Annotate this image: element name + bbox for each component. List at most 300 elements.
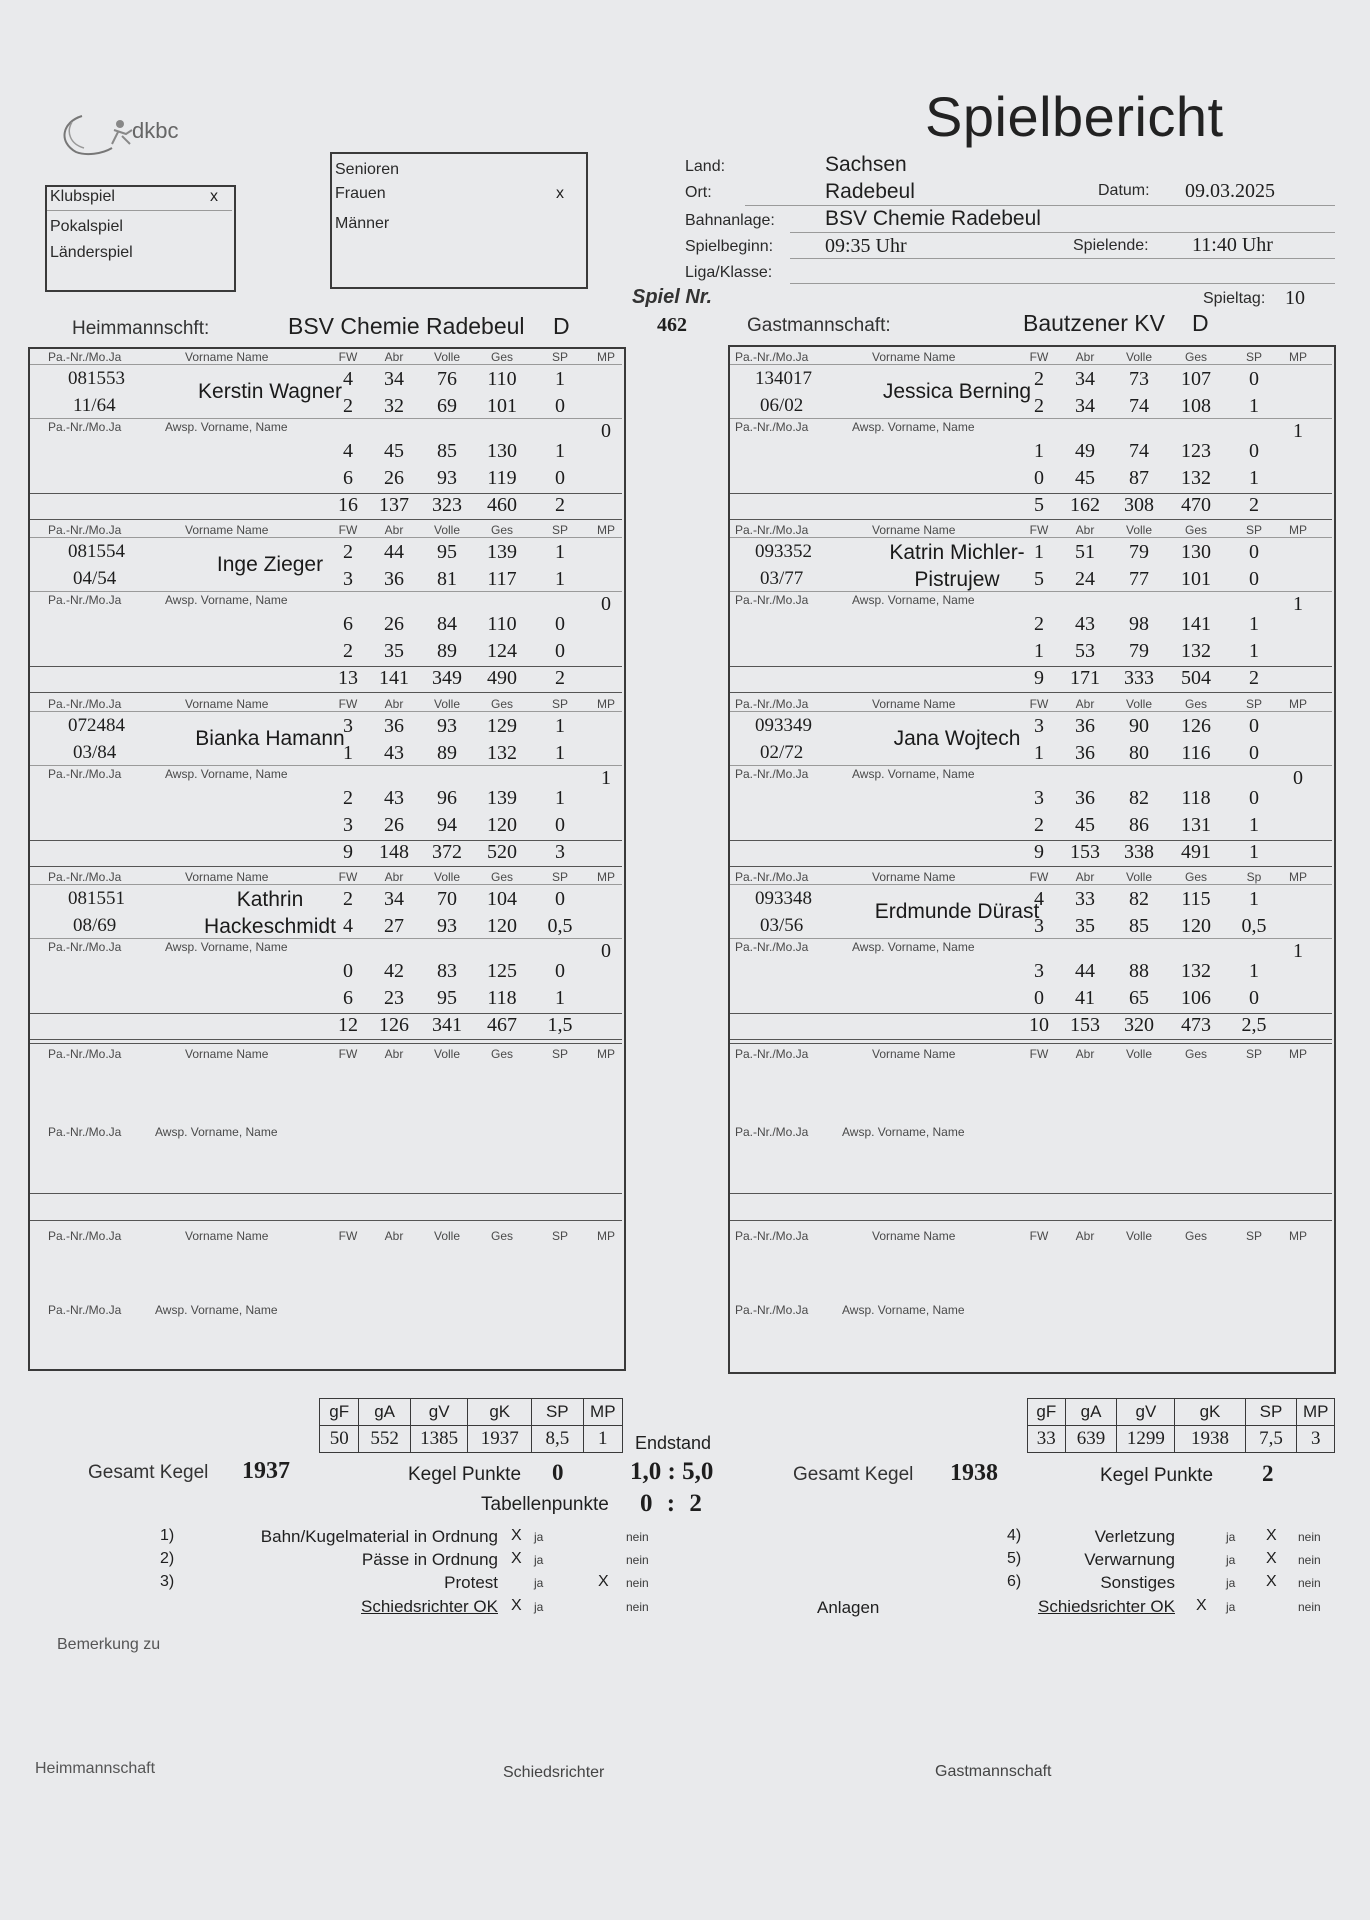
score-cell: 139	[487, 787, 517, 809]
awsp-pa-label: Pa.-Nr./Mo.Ja	[48, 1303, 122, 1317]
score-cell: 83	[437, 960, 457, 982]
total-cell: 126	[379, 1014, 409, 1036]
check-label: Verletzung	[1094, 1527, 1175, 1546]
player-mp: 1	[601, 767, 611, 789]
pa-nr-label: Pa.-Nr./Mo.Ja	[735, 1047, 809, 1061]
score-cell: 93	[437, 467, 457, 489]
score-cell: 126	[1181, 715, 1211, 737]
pa-nr-label: Pa.-Nr./Mo.Ja	[48, 1229, 122, 1243]
score-cell: 49	[1075, 440, 1095, 462]
awsp-pa-label: Pa.-Nr./Mo.Ja	[48, 940, 122, 954]
game-type-klubspiel-mark: x	[210, 188, 218, 205]
dkbc-logo	[52, 108, 202, 158]
col-header: Volle	[433, 523, 461, 537]
score-cell: 120	[487, 915, 517, 937]
score-cell: 1	[555, 568, 565, 590]
score-cell: 42	[384, 960, 404, 982]
total-cell: 490	[487, 667, 517, 689]
player-name: Jessica Berning	[882, 380, 1032, 403]
datum-label: Datum:	[1098, 182, 1150, 199]
col-header: Volle	[1125, 870, 1153, 884]
total-cell: 520	[487, 841, 517, 863]
spieltag-value: 10	[1285, 287, 1305, 309]
score-cell: 1	[1249, 613, 1259, 635]
awsp-pa-label: Pa.-Nr./Mo.Ja	[48, 420, 122, 434]
awsp-name-label: Awsp. Vorname, Name	[165, 420, 288, 434]
score-cell: 94	[437, 814, 457, 836]
total-cell: 473	[1181, 1014, 1211, 1036]
col-header: SP	[1245, 523, 1262, 537]
score-cell: 6	[343, 467, 353, 489]
score-cell: 79	[1129, 640, 1149, 662]
col-header: Abr	[1075, 350, 1095, 364]
col-header: MP	[1289, 350, 1307, 364]
col-header: FW	[338, 350, 358, 364]
awsp-name-label: Awsp. Vorname, Name	[852, 593, 975, 607]
col-header: Volle	[433, 870, 461, 884]
land-label: Land:	[685, 158, 726, 175]
score-cell: 53	[1075, 640, 1095, 662]
score-cell: 79	[1129, 541, 1149, 563]
total-cell: 153	[1070, 841, 1100, 863]
score-cell: 120	[1181, 915, 1211, 937]
liga-label: Liga/Klasse:	[685, 264, 773, 281]
total-cell: 372	[432, 841, 462, 863]
score-cell: 110	[487, 368, 517, 390]
datum-value: 09.03.2025	[1185, 180, 1275, 202]
signature-referee: Schiedsrichter	[503, 1764, 605, 1781]
score-cell: 41	[1075, 987, 1095, 1009]
score-cell: 45	[1075, 467, 1095, 489]
player-mp: 0	[1293, 767, 1303, 789]
col-header: Volle	[1125, 523, 1153, 537]
awsp-name-label: Awsp. Vorname, Name	[842, 1303, 965, 1317]
score-cell: 106	[1181, 987, 1211, 1009]
total-cell: 9	[1034, 667, 1044, 689]
score-cell: 5	[1034, 568, 1044, 590]
total-cell: 10	[1029, 1014, 1049, 1036]
awsp-name-label: Awsp. Vorname, Name	[155, 1125, 278, 1139]
check-label: Protest	[444, 1573, 498, 1592]
player-name: Kathrin	[236, 888, 304, 911]
col-header: FW	[338, 697, 358, 711]
check-label: Bahn/Kugelmaterial in Ordnung	[260, 1527, 498, 1546]
col-header: Abr	[1075, 1229, 1095, 1243]
heim-value: BSV Chemie Radebeul	[288, 313, 525, 339]
score-cell: 90	[1129, 715, 1149, 737]
nein-label: nein	[626, 1600, 649, 1614]
col-header: MP	[597, 697, 615, 711]
score-cell: 0	[1249, 715, 1259, 737]
vorname-name-label: Vorname Name	[185, 697, 269, 711]
col-header: Ges	[1184, 1047, 1207, 1061]
score-cell: 1	[343, 742, 353, 764]
col-header: Volle	[433, 1047, 461, 1061]
score-cell: 132	[1181, 467, 1211, 489]
score-cell: 0,5	[1241, 915, 1267, 937]
score-cell: 131	[1181, 814, 1211, 836]
col-header: MP	[1289, 1229, 1307, 1243]
score-cell: 43	[1075, 613, 1095, 635]
score-cell: 45	[1075, 814, 1095, 836]
score-cell: 44	[1075, 960, 1095, 982]
total-cell: 153	[1070, 1014, 1100, 1036]
awsp-pa-label: Pa.-Nr./Mo.Ja	[735, 593, 809, 607]
ja-label: ja	[534, 1600, 544, 1614]
score-cell: 3	[1034, 960, 1044, 982]
check-nein-mark: X	[1266, 1527, 1277, 1544]
vorname-name-label: Vorname Name	[872, 350, 956, 364]
col-header: Abr	[1075, 870, 1095, 884]
nein-label: nein	[1298, 1530, 1321, 1544]
total-cell: 341	[432, 1014, 462, 1036]
vorname-name-label: Vorname Name	[872, 870, 956, 884]
player-name: Katrin Michler-	[889, 541, 1025, 564]
check-num: 5)	[1007, 1550, 1022, 1567]
score-cell: 1	[555, 440, 565, 462]
total-cell: 467	[487, 1014, 517, 1036]
game-type-laenderspiel: Länderspiel	[50, 244, 133, 261]
col-header: Volle	[433, 350, 461, 364]
ja-label: ja	[1226, 1576, 1236, 1590]
check-num: 2)	[160, 1550, 175, 1567]
score-cell: 125	[487, 960, 517, 982]
score-cell: 115	[1181, 888, 1211, 910]
col-header: Abr	[384, 697, 404, 711]
col-header: MP	[597, 350, 615, 364]
vorname-name-label: Vorname Name	[185, 350, 269, 364]
score-cell: 36	[1075, 715, 1095, 737]
total-cell: 349	[432, 667, 462, 689]
col-header: Volle	[1125, 1047, 1153, 1061]
nein-label: nein	[626, 1530, 649, 1544]
score-cell: 110	[487, 613, 517, 635]
total-cell: 320	[1124, 1014, 1154, 1036]
score-cell: 98	[1129, 613, 1149, 635]
col-header: MP	[597, 523, 615, 537]
home-gesamt-value: 1937	[242, 1458, 290, 1484]
vorname-name-label: Vorname Name	[185, 1229, 269, 1243]
home-sum-gk: 1937	[468, 1426, 532, 1453]
nein-label: nein	[1298, 1553, 1321, 1567]
score-cell: 1	[555, 742, 565, 764]
pa-nr-label: Pa.-Nr./Mo.Ja	[48, 870, 122, 884]
col-header: MP	[597, 870, 615, 884]
score-cell: 1	[1249, 960, 1259, 982]
player-mp: 1	[1293, 593, 1303, 615]
score-cell: 65	[1129, 987, 1149, 1009]
ort-label: Ort:	[685, 184, 712, 201]
score-cell: 118	[1181, 787, 1211, 809]
sum-col-gv: gV	[1117, 1399, 1175, 1426]
score-cell: 89	[437, 640, 457, 662]
score-cell: 2	[1034, 395, 1044, 417]
guest-sum-gv: 1299	[1117, 1426, 1175, 1453]
score-cell: 117	[487, 568, 517, 590]
bemerkung-label: Bemerkung zu	[57, 1636, 161, 1653]
score-cell: 1	[1249, 888, 1259, 910]
col-header: Abr	[384, 350, 404, 364]
total-cell: 9	[1034, 841, 1044, 863]
total-cell: 2	[1249, 494, 1259, 516]
score-cell: 74	[1129, 395, 1149, 417]
score-cell: 76	[437, 368, 457, 390]
col-header: FW	[1029, 523, 1049, 537]
score-cell: 139	[487, 541, 517, 563]
score-cell: 4	[1034, 888, 1044, 910]
player-name: Bianka Hamann	[195, 727, 345, 750]
guest-sum-sp: 7,5	[1245, 1426, 1297, 1453]
score-cell: 34	[1075, 395, 1095, 417]
pa-nr-label: Pa.-Nr./Mo.Ja	[735, 1229, 809, 1243]
check-nein-mark: X	[1266, 1550, 1277, 1567]
home-sum-gf: 50	[320, 1426, 359, 1453]
total-cell: 171	[1070, 667, 1100, 689]
category-maenner: Männer	[335, 215, 390, 232]
awsp-name-label: Awsp. Vorname, Name	[852, 420, 975, 434]
col-header: MP	[1289, 523, 1307, 537]
check-label: Verwarnung	[1084, 1550, 1175, 1569]
score-cell: 32	[384, 395, 404, 417]
score-cell: 88	[1129, 960, 1149, 982]
player-name: Erdmunde Dürast	[874, 900, 1040, 923]
game-type-klubspiel: Klubspiel	[50, 188, 115, 205]
total-cell: 9	[343, 841, 353, 863]
score-cell: 77	[1129, 568, 1149, 590]
score-cell: 87	[1129, 467, 1149, 489]
score-cell: 84	[437, 613, 457, 635]
home-kp-label: Kegel Punkte	[408, 1464, 522, 1485]
score-cell: 118	[487, 987, 517, 1009]
sum-col-gk: gK	[468, 1399, 532, 1426]
score-cell: 26	[384, 467, 404, 489]
score-cell: 24	[1075, 568, 1095, 590]
player-pass-nr: 081553	[68, 368, 125, 389]
score-cell: 6	[343, 613, 353, 635]
awsp-pa-label: Pa.-Nr./Mo.Ja	[735, 1125, 809, 1139]
score-cell: 1	[1249, 467, 1259, 489]
player-month-year: 04/54	[73, 568, 117, 589]
col-header: SP	[551, 1047, 568, 1061]
score-cell: 0	[1249, 368, 1259, 390]
total-cell: 12	[338, 1014, 358, 1036]
check-ja-mark: X	[511, 1550, 522, 1567]
home-summary-table	[319, 1398, 623, 1453]
vorname-name-label: Vorname Name	[872, 697, 956, 711]
total-cell: 460	[487, 494, 517, 516]
spiel-nr-value: 462	[657, 314, 687, 336]
score-cell: 0	[1249, 742, 1259, 764]
score-cell: 36	[384, 715, 404, 737]
col-header: FW	[338, 523, 358, 537]
pa-nr-label: Pa.-Nr./Mo.Ja	[735, 350, 809, 364]
col-header: SP	[551, 523, 568, 537]
endstand-label: Endstand	[635, 1433, 712, 1453]
vorname-name-label: Vorname Name	[872, 1229, 956, 1243]
sum-col-gf: gF	[320, 1399, 359, 1426]
awsp-pa-label: Pa.-Nr./Mo.Ja	[48, 1125, 122, 1139]
col-header: Abr	[384, 1047, 404, 1061]
home-kp-value: 0	[552, 1460, 564, 1485]
check-num: 6)	[1007, 1573, 1022, 1590]
logo-text: dkbc	[132, 118, 179, 143]
score-cell: 1	[555, 787, 565, 809]
bowler-icon	[52, 108, 202, 158]
score-cell: 0	[555, 640, 565, 662]
spiel-nr-label: Spiel Nr.	[632, 286, 713, 308]
col-header: MP	[597, 1047, 615, 1061]
sum-col-gf: gF	[1028, 1399, 1066, 1426]
score-cell: 36	[384, 568, 404, 590]
sum-col-ga: gA	[359, 1399, 411, 1426]
score-cell: 104	[487, 888, 517, 910]
player-mp: 0	[601, 593, 611, 615]
check-label: Schiedsrichter OK	[361, 1597, 498, 1616]
awsp-pa-label: Pa.-Nr./Mo.Ja	[735, 420, 809, 434]
score-cell: 4	[343, 368, 353, 390]
score-cell: 80	[1129, 742, 1149, 764]
score-cell: 0	[1249, 440, 1259, 462]
col-header: Sp	[1246, 870, 1262, 884]
total-cell: 1,5	[547, 1014, 573, 1036]
score-cell: 1	[555, 368, 565, 390]
pa-nr-label: Pa.-Nr./Mo.Ja	[48, 350, 122, 364]
pa-nr-label: Pa.-Nr./Mo.Ja	[48, 697, 122, 711]
score-cell: 70	[437, 888, 457, 910]
score-cell: 51	[1075, 541, 1095, 563]
col-header: Ges	[490, 1047, 513, 1061]
col-header: Abr	[1075, 697, 1095, 711]
guest-kp-label: Kegel Punkte	[1100, 1465, 1214, 1486]
gast-label: Gastmannschaft:	[747, 315, 891, 336]
category-frauen-mark: x	[556, 185, 564, 202]
bahnanlage-value: BSV Chemie Radebeul	[825, 207, 1041, 230]
player-name: Jana Wojtech	[893, 727, 1021, 750]
guest-sum-gk: 1938	[1175, 1426, 1245, 1453]
sum-col-gk: gK	[1175, 1399, 1245, 1426]
awsp-pa-label: Pa.-Nr./Mo.Ja	[735, 1303, 809, 1317]
gast-value: Bautzener KV	[1023, 310, 1165, 336]
player-month-year: 02/72	[760, 742, 804, 763]
check-ja-mark: X	[511, 1527, 522, 1544]
score-cell: 1	[1034, 742, 1044, 764]
col-header: FW	[1029, 1047, 1049, 1061]
score-cell: 93	[437, 715, 457, 737]
score-cell: 33	[1075, 888, 1095, 910]
score-cell: 23	[384, 987, 404, 1009]
score-cell: 86	[1129, 814, 1149, 836]
score-cell: 3	[1034, 715, 1044, 737]
total-cell: 2	[555, 494, 565, 516]
game-type-pokalspiel: Pokalspiel	[50, 218, 123, 235]
total-cell: 2	[1249, 667, 1259, 689]
total-cell: 16	[338, 494, 358, 516]
player-month-year: 03/77	[760, 568, 804, 589]
player-month-year: 03/56	[760, 915, 804, 936]
col-header: Abr	[1075, 523, 1095, 537]
awsp-pa-label: Pa.-Nr./Mo.Ja	[735, 940, 809, 954]
score-cell: 43	[384, 787, 404, 809]
guest-sum-gf: 33	[1028, 1426, 1066, 1453]
score-cell: 0	[1034, 987, 1044, 1009]
score-cell: 89	[437, 742, 457, 764]
col-header: MP	[597, 1229, 615, 1243]
score-cell: 108	[1181, 395, 1211, 417]
score-cell: 3	[343, 568, 353, 590]
vorname-name-label: Vorname Name	[185, 523, 269, 537]
awsp-pa-label: Pa.-Nr./Mo.Ja	[48, 593, 122, 607]
score-cell: 43	[384, 742, 404, 764]
score-cell: 4	[343, 440, 353, 462]
score-cell: 34	[384, 368, 404, 390]
score-cell: 74	[1129, 440, 1149, 462]
category-senioren: Senioren	[335, 161, 400, 178]
score-cell: 27	[384, 915, 404, 937]
nein-label: nein	[1298, 1600, 1321, 1614]
score-cell: 93	[437, 915, 457, 937]
col-header: FW	[1029, 697, 1049, 711]
total-cell: 137	[379, 494, 409, 516]
total-cell: 5	[1034, 494, 1044, 516]
player-pass-nr: 134017	[755, 368, 812, 389]
total-cell: 308	[1124, 494, 1154, 516]
score-cell: 85	[437, 440, 457, 462]
score-cell: 2	[1034, 814, 1044, 836]
vorname-name-label: Vorname Name	[872, 1047, 956, 1061]
score-cell: 0	[1249, 787, 1259, 809]
guest-gesamt-label: Gesamt Kegel	[793, 1464, 914, 1485]
total-cell: 1	[1249, 841, 1259, 863]
awsp-pa-label: Pa.-Nr./Mo.Ja	[48, 767, 122, 781]
pa-nr-label: Pa.-Nr./Mo.Ja	[735, 870, 809, 884]
score-cell: 141	[1181, 613, 1211, 635]
ort-value: Radebeul	[825, 180, 915, 203]
col-header: FW	[338, 870, 358, 884]
score-cell: 2	[343, 787, 353, 809]
score-cell: 1	[555, 715, 565, 737]
heim-suffix: D	[553, 313, 570, 339]
score-cell: 34	[384, 888, 404, 910]
category-frauen: Frauen	[335, 185, 386, 202]
ja-label: ja	[1226, 1553, 1236, 1567]
score-cell: 120	[487, 814, 517, 836]
col-header: Ges	[490, 523, 513, 537]
total-cell: 2	[555, 667, 565, 689]
col-header: MP	[1289, 870, 1307, 884]
score-cell: 129	[487, 715, 517, 737]
score-cell: 36	[1075, 742, 1095, 764]
col-header: Abr	[384, 1229, 404, 1243]
score-cell: 82	[1129, 787, 1149, 809]
score-cell: 130	[1181, 541, 1211, 563]
player-pass-nr: 093352	[755, 541, 812, 562]
ja-label: ja	[534, 1576, 544, 1590]
score-cell: 116	[1181, 742, 1211, 764]
score-cell: 0	[1034, 467, 1044, 489]
col-header: SP	[1245, 350, 1262, 364]
col-header: SP	[1245, 1047, 1262, 1061]
col-header: Volle	[433, 697, 461, 711]
check-ja-mark: X	[511, 1597, 522, 1614]
score-cell: 0	[555, 888, 565, 910]
score-cell: 26	[384, 613, 404, 635]
check-ja-mark: X	[1196, 1597, 1207, 1614]
total-cell: 2,5	[1241, 1014, 1267, 1036]
score-cell: 2	[343, 541, 353, 563]
score-cell: 101	[1181, 568, 1211, 590]
nein-label: nein	[1298, 1576, 1321, 1590]
col-header: Volle	[1125, 697, 1153, 711]
